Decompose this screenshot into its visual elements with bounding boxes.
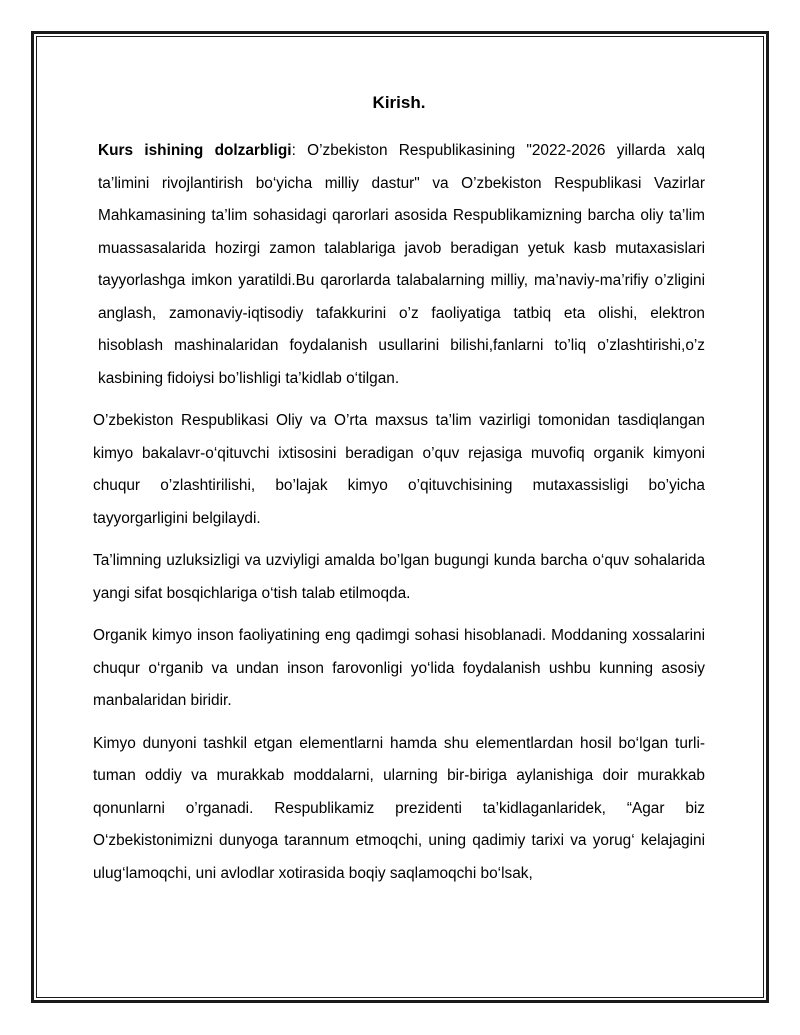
intro-paragraph [93,135,705,395]
intro-lead: Kurs ishining dolzarbligi [98,142,292,159]
paragraph-3: Organik kimyo inson faoliyatining eng qadimgi sohasi hisoblanadi. Moddaning xossalarini chuqur o‘rganib va undan inson farovonligi yo‘lida foydalanish ushbu kunning asosiy manbalaridan biridir. [93,627,705,709]
document-body [93,86,705,890]
intro-rest: : O’zbekiston Respublikasining "2022-2026 yillarda xalq ta’limini rivojlantirish bo‘yicha milliy dastur" va O’zbekiston Respublikasi Vazirlar Mahkamasining ta’lim sohasidagi qarorlari asosida Respublikamizning barcha oliy ta’lim muassasalarida hozirgi zamon talablariga javob beradigan yetuk kasb mutaxasislari tayyorlashga imkon yaratildi.Bu qarorlarda talabalarning milliy, ma’naviy-ma’rifiy o’zligini anglash, zamonaviy-iqtisodiy tafakkurini o’z faoliyatiga tatbiq eta olishi, elektron hisoblash mashinalaridan foydalanish usullarini bilishi,fanlarni to’liq o’zlashtirishi,o’z kasbining fidoiysi bo’lishligi ta’kidlab o‘tilgan. [98,142,706,387]
paragraph-2: Ta’limning uzluksizligi va uzviyligi amalda bo’lgan bugungi kunda barcha o‘quv sohalarida yangi sifat bosqichlariga o‘tish talab etilmoqda. [93,552,705,602]
paragraph-1: O’zbekiston Respublikasi Oliy va O’rta maxsus ta’lim vazirligi tomonidan tasdiqlangan kimyo bakalavr-o‘qituvchi ixtisosini beradigan o’quv rejasiga muvofiq organik kimyoni chuqur o’zlashtirilishi, bo’lajak kimyo o’qituvchisining mutaxassisligi bo’yicha tayyorgarligini belgilaydi. [93,412,705,527]
paragraph-4: Kimyo dunyoni tashkil etgan elementlarni hamda shu elementlardan hosil bo‘lgan turli-tuman oddiy va murakkab moddalarni, ularning bir-biriga aylanishiga doir murakkab qonunlarni o’rganadi. Respublikamiz prezidenti ta’kidlaganlaridek, “Agar biz O‘zbekistonimizni dunyoga tarannum etmoqchi, uning qadimiy tarixi va yorug‘ kelajagini ulug‘lamoqchi, uni avlodlar xotirasida boqiy saqlamoqchi bo‘lsak, [93,734,705,882]
page-title: Kirish. [372,93,426,112]
